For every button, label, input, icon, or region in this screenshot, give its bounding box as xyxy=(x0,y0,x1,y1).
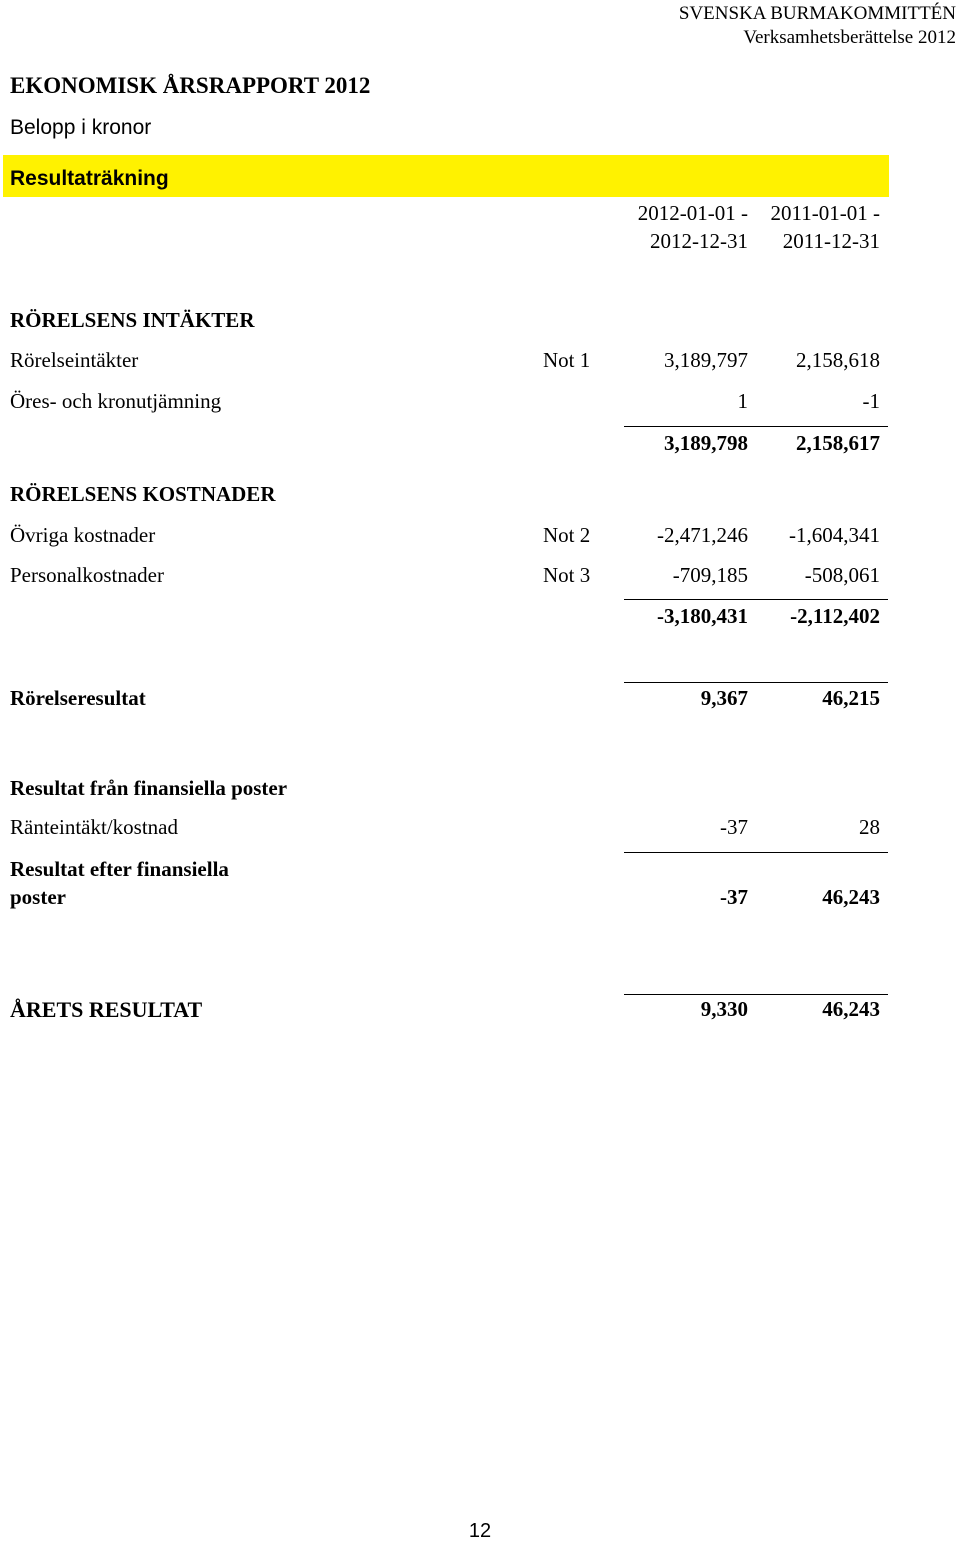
income-heading: RÖRELSENS INTÄKTER xyxy=(10,308,255,332)
cost-row-2011: -508,061 xyxy=(804,563,880,587)
operating-result-2011: 46,215 xyxy=(822,686,880,710)
income-row-note: Not 1 xyxy=(543,348,591,372)
cost-row-label: Övriga kostnader xyxy=(10,523,156,547)
after-financial-label-line2: poster xyxy=(10,885,66,909)
income-total-2012: 3,189,798 xyxy=(664,431,748,455)
financial-heading: Resultat från finansiella poster xyxy=(10,776,288,800)
year-result-2012: 9,330 xyxy=(700,997,748,1021)
total-rule xyxy=(624,682,888,683)
year-result-label: ÅRETS RESULTAT xyxy=(10,997,203,1022)
financial-row-2011: 28 xyxy=(859,815,880,839)
income-row-2011: 2,158,618 xyxy=(796,348,880,372)
after-financial-2011: 46,243 xyxy=(822,885,880,909)
income-row-2012: 1 xyxy=(737,389,748,413)
total-rule xyxy=(624,852,888,853)
income-total-2011: 2,158,617 xyxy=(796,431,880,455)
column-header-2012: 2012-01-01 - 2012-12-31 xyxy=(637,201,748,253)
page-number: 12 xyxy=(468,1520,492,1542)
costs-total-2011: -2,112,402 xyxy=(790,604,880,628)
subtotal-rule xyxy=(624,599,888,600)
amount-unit-note: Belopp i kronor xyxy=(10,116,152,139)
income-row-label: Rörelseintäkter xyxy=(10,348,139,372)
income-row-2011: -1 xyxy=(862,389,880,413)
operating-result-2012: 9,367 xyxy=(700,686,748,710)
financial-row-2012: -37 xyxy=(720,815,748,839)
after-financial-2012: -37 xyxy=(720,885,748,909)
section-band xyxy=(3,155,889,197)
income-row-2012: 3,189,797 xyxy=(664,348,748,372)
operating-result-label: Rörelseresultat xyxy=(10,686,146,710)
total-rule xyxy=(624,994,888,995)
page-header xyxy=(679,2,956,50)
cost-row-2012: -2,471,246 xyxy=(657,523,748,547)
financial-row-label: Ränteintäkt/kostnad xyxy=(10,815,178,839)
org-name: SVENSKA BURMAKOMMITTÉN xyxy=(678,3,956,24)
column-header-2011: 2011-01-01 - 2011-12-31 xyxy=(770,201,880,253)
costs-total-2012: -3,180,431 xyxy=(657,604,748,628)
income-row-label: Öres- och kronutjämning xyxy=(10,389,222,413)
cost-row-2011: -1,604,341 xyxy=(789,523,880,547)
report-title: EKONOMISK ÅRSRAPPORT 2012 xyxy=(10,73,371,98)
report-name: Verksamhetsberättelse 2012 xyxy=(743,27,956,48)
after-financial-label-line1: Resultat efter finansiella xyxy=(10,857,229,881)
cost-row-label: Personalkostnader xyxy=(10,563,164,587)
cost-row-note: Not 3 xyxy=(543,563,591,587)
costs-heading: RÖRELSENS KOSTNADER xyxy=(10,482,276,506)
cost-row-2012: -709,185 xyxy=(672,563,748,587)
section-band-label: Resultaträkning xyxy=(10,167,169,190)
year-result-2011: 46,243 xyxy=(822,997,880,1021)
subtotal-rule xyxy=(624,426,888,427)
cost-row-note: Not 2 xyxy=(543,523,591,547)
